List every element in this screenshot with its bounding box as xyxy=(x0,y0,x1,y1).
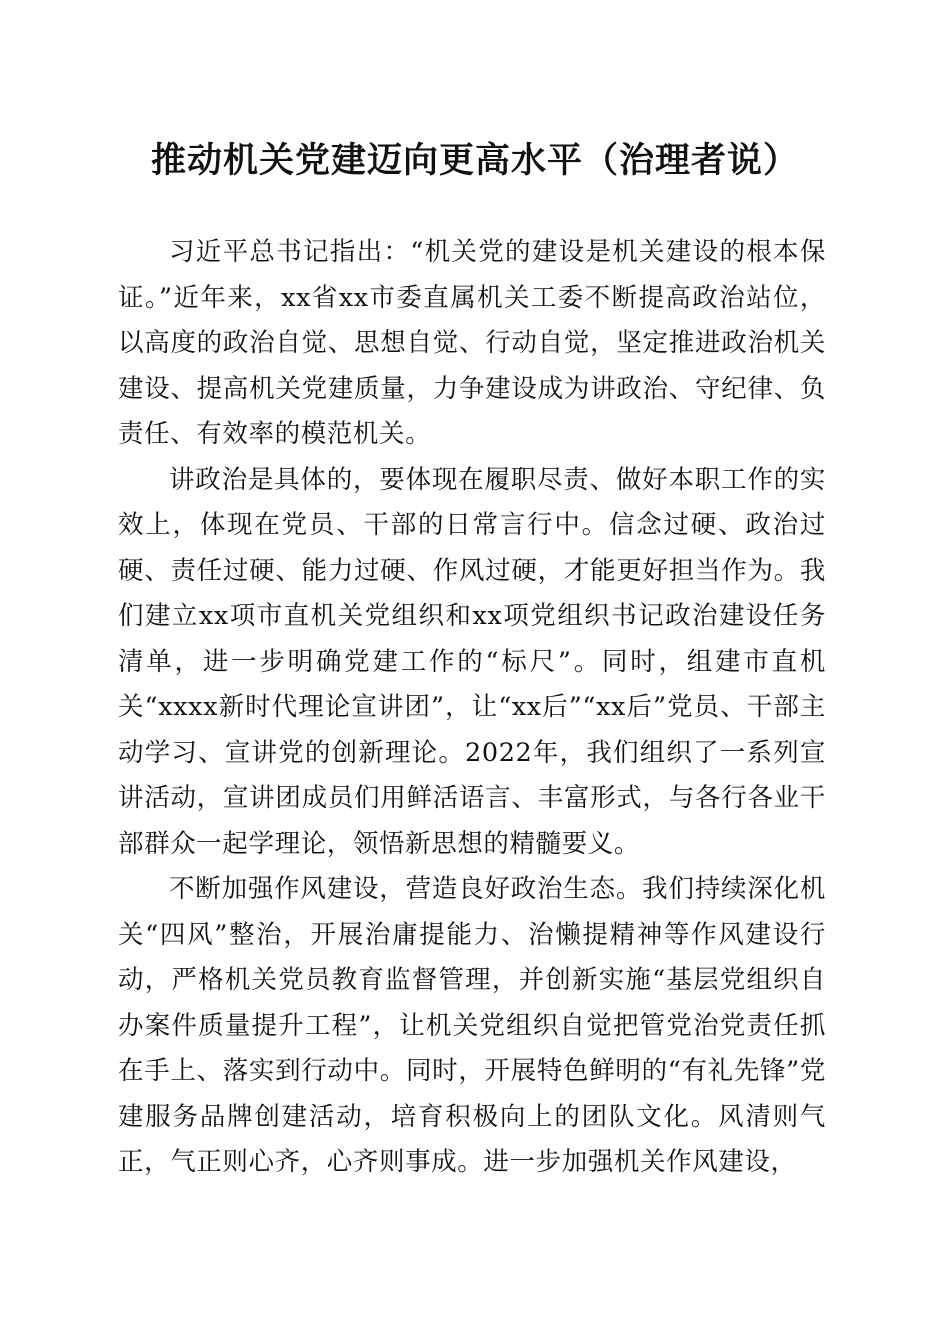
paragraph-3: 不断加强作风建设，营造良好政治生态。我们持续深化机关“四风”整治，开展治庸提能力、治懒提精神等作风建设行动，严格机关党员教育监督管理，并创新实施“基层党组织自办案件质量提升工程”，让机关党组织自觉把管党治党责任抓在手上、落实到行动中。同时，开展特色鲜明的“有礼先锋”党建服务品牌创建活动，培育积极向上的团队文化。风清则气正，气正则心齐，心齐则事成。进一步加强机关作风建设， xyxy=(118,874,826,1177)
paragraph-1: 习近平总书记指出：“机关党的建设是机关建设的根本保证。”近年来，xx省xx市委直属机关工委不断提高政治站位，以高度的政治自觉、思想自觉、行动自觉，坚定推进政治机关建设、提高机关党建质量，力争建设成为讲政治、守纪律、负责任、有效率的模范机关。 xyxy=(118,237,826,449)
document-body xyxy=(118,230,826,1186)
paragraph-2: 讲政治是具体的，要体现在履职尽责、做好本职工作的实效上，体现在党员、干部的日常言行中。信念过硬、政治过硬、责任过硬、能力过硬、作风过硬，才能更好担当作为。我们建立xx项市直机关党组织和xx项党组织书记政治建设任务清单，进一步明确党建工作的“标尺”。同时，组建市直机关“xxxx新时代理论宣讲团”，让“xx后”“xx后”党员、干部主动学习、宣讲党的创新理论。2022年，我们组织了一系列宣讲活动，宣讲团成员们用鲜活语言、丰富形式，与各行各业干部群众一起学理论，领悟新思想的精髓要义。 xyxy=(118,464,826,859)
page-title: 推动机关党建迈向更高水平（治理者说） xyxy=(150,140,799,181)
